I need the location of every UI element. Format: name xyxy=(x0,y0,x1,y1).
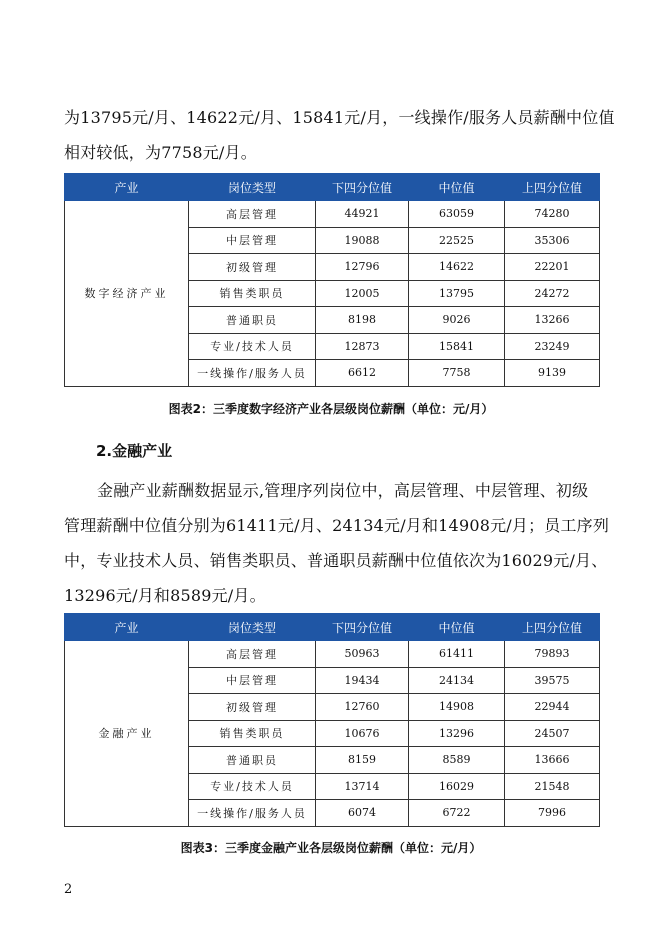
table-header-row xyxy=(65,614,600,641)
position-cell: 中层管理 xyxy=(189,667,316,694)
position-cell: 一线操作/服务人员 xyxy=(189,800,316,827)
table-caption: 图表3：三季度金融产业各层级岗位薪酬（单位：元/月） xyxy=(180,841,482,855)
industry-cell: 金融产业 xyxy=(65,641,189,827)
median-cell: 6722 xyxy=(409,800,505,827)
upper-quartile-cell: 22944 xyxy=(505,694,600,721)
upper-quartile-cell: 13266 xyxy=(505,307,600,334)
median-cell: 7758 xyxy=(409,360,505,387)
median-cell: 14908 xyxy=(409,694,505,721)
lower-quartile-cell: 12796 xyxy=(316,254,409,281)
lower-quartile-cell: 8198 xyxy=(316,307,409,334)
lower-quartile-cell: 19434 xyxy=(316,667,409,694)
section-heading: 2.金融产业 xyxy=(96,442,173,460)
lower-quartile-cell: 10676 xyxy=(316,720,409,747)
lower-quartile-cell: 44921 xyxy=(316,201,409,228)
header-position-type: 岗位类型 xyxy=(189,174,316,201)
intro-line: 相对较低，为7758元/月。 xyxy=(64,143,257,162)
median-cell: 22525 xyxy=(409,227,505,254)
position-cell: 高层管理 xyxy=(189,641,316,668)
position-cell: 中层管理 xyxy=(189,227,316,254)
median-cell: 13296 xyxy=(409,720,505,747)
position-cell: 销售类职员 xyxy=(189,720,316,747)
position-cell: 一线操作/服务人员 xyxy=(189,360,316,387)
position-cell: 销售类职员 xyxy=(189,280,316,307)
median-cell: 61411 xyxy=(409,641,505,668)
position-cell: 高层管理 xyxy=(189,201,316,228)
lower-quartile-cell: 50963 xyxy=(316,641,409,668)
header-lower-quartile: 下四分位值 xyxy=(316,614,409,641)
lower-quartile-cell: 8159 xyxy=(316,747,409,774)
upper-quartile-cell: 13666 xyxy=(505,747,600,774)
table-row xyxy=(65,641,600,668)
header-industry: 产业 xyxy=(65,174,189,201)
upper-quartile-cell: 21548 xyxy=(505,773,600,800)
finance-line: 管理薪酬中位值分别为61411元/月、24134元/月和14908元/月；员工序列 xyxy=(64,516,610,535)
header-upper-quartile: 上四分位值 xyxy=(505,174,600,201)
table-caption: 图表2：三季度数字经济产业各层级岗位薪酬（单位：元/月） xyxy=(168,402,494,416)
lower-quartile-cell: 13714 xyxy=(316,773,409,800)
median-cell: 63059 xyxy=(409,201,505,228)
finance-line: 中，专业技术人员、销售类职员、普通职员薪酬中位值依次为16029元/月、 xyxy=(64,551,608,570)
header-upper-quartile: 上四分位值 xyxy=(505,614,600,641)
position-cell: 专业/技术人员 xyxy=(189,333,316,360)
median-cell: 16029 xyxy=(409,773,505,800)
industry-cell: 数字经济产业 xyxy=(65,201,189,387)
upper-quartile-cell: 79893 xyxy=(505,641,600,668)
finance-line: 13296元/月和8589元/月。 xyxy=(64,586,266,605)
median-cell: 9026 xyxy=(409,307,505,334)
header-lower-quartile: 下四分位值 xyxy=(316,174,409,201)
upper-quartile-cell: 24272 xyxy=(505,280,600,307)
median-cell: 15841 xyxy=(409,333,505,360)
upper-quartile-cell: 24507 xyxy=(505,720,600,747)
upper-quartile-cell: 39575 xyxy=(505,667,600,694)
intro-line: 为13795元/月、14622元/月、15841元/月，一线操作/服务人员薪酬中位值 xyxy=(64,108,615,127)
upper-quartile-cell: 22201 xyxy=(505,254,600,281)
header-median: 中位值 xyxy=(409,614,505,641)
position-cell: 普通职员 xyxy=(189,747,316,774)
finance-paragraph xyxy=(64,473,610,613)
position-cell: 初级管理 xyxy=(189,694,316,721)
median-cell: 24134 xyxy=(409,667,505,694)
finance-line: 金融产业薪酬数据显示,管理序列岗位中，高层管理、中层管理、初级 xyxy=(97,481,589,500)
finance-salary-table xyxy=(64,613,600,827)
lower-quartile-cell: 6612 xyxy=(316,360,409,387)
position-cell: 初级管理 xyxy=(189,254,316,281)
upper-quartile-cell: 74280 xyxy=(505,201,600,228)
upper-quartile-cell: 9139 xyxy=(505,360,600,387)
position-cell: 普通职员 xyxy=(189,307,316,334)
lower-quartile-cell: 6074 xyxy=(316,800,409,827)
upper-quartile-cell: 35306 xyxy=(505,227,600,254)
lower-quartile-cell: 19088 xyxy=(316,227,409,254)
digital-economy-salary-table xyxy=(64,173,600,387)
median-cell: 13795 xyxy=(409,280,505,307)
upper-quartile-cell: 23249 xyxy=(505,333,600,360)
table-header-row xyxy=(65,174,600,201)
table-row xyxy=(65,201,600,228)
intro-paragraph xyxy=(64,100,615,170)
page-number: 2 xyxy=(64,882,73,897)
median-cell: 8589 xyxy=(409,747,505,774)
lower-quartile-cell: 12760 xyxy=(316,694,409,721)
upper-quartile-cell: 7996 xyxy=(505,800,600,827)
lower-quartile-cell: 12873 xyxy=(316,333,409,360)
position-cell: 专业/技术人员 xyxy=(189,773,316,800)
header-position-type: 岗位类型 xyxy=(189,614,316,641)
lower-quartile-cell: 12005 xyxy=(316,280,409,307)
header-median: 中位值 xyxy=(409,174,505,201)
header-industry: 产业 xyxy=(65,614,189,641)
median-cell: 14622 xyxy=(409,254,505,281)
